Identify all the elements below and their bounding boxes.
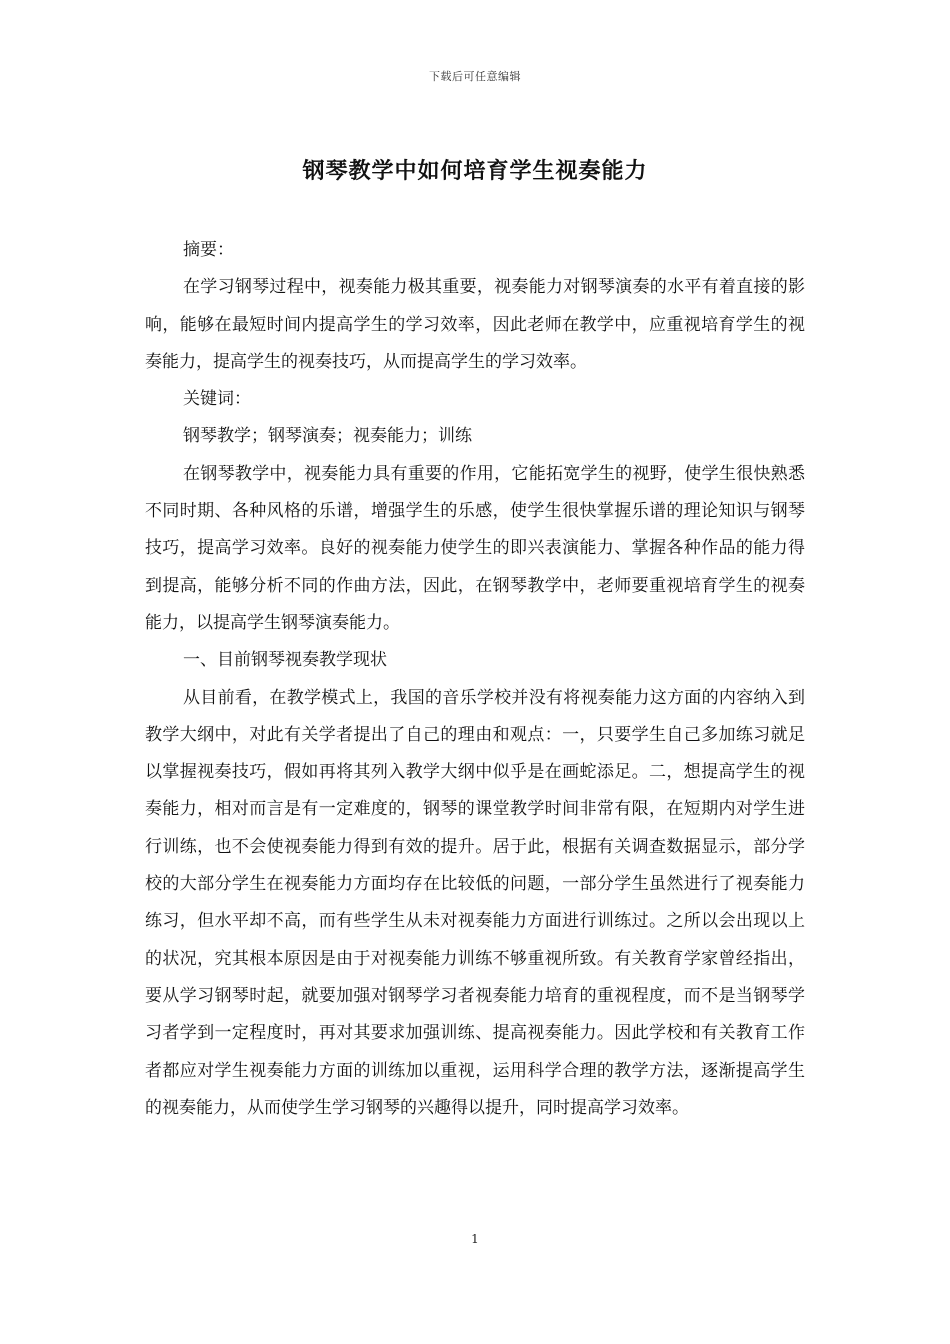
section-heading: 一、目前钢琴视奏教学现状	[183, 650, 387, 671]
document-body	[145, 232, 805, 1127]
intro-paragraph: 在钢琴教学中，视奏能力具有重要的作用，它能拓宽学生的视野，使学生很快熟悉不同时期、各种风格的乐谱，增强学生的乐感，使学生很快掌握乐谱的理论知识与钢琴技巧，提高学习效率。良好的视奏能力使学生的即兴表演能力、掌握各种作品的能力得到提高，能够分析不同的作曲方法，因此，在钢琴教学中，老师要重视培育学生的视奏能力，以提高学生钢琴演奏能力。	[145, 463, 805, 633]
abstract-label: 摘要：	[183, 240, 234, 260]
page-header: 下载后可任意编辑	[429, 70, 521, 83]
keywords-paragraph: 钢琴教学；钢琴演奏；视奏能力；训练	[183, 426, 472, 447]
keywords-label: 关键词：	[183, 389, 251, 410]
page-number: 1	[471, 1232, 479, 1246]
section-paragraph: 从目前看，在教学模式上，我国的音乐学校并没有将视奏能力这方面的内容纳入到教学大纲中，对此有关学者提出了自己的理由和观点：一，只要学生自己多加练习就足以掌握视奏技巧，假如再将其列入教学大纲中似乎是在画蛇添足。二，想提高学生的视奏能力，相对而言是有一定难度的，钢琴的课堂教学时间非常有限，在短期内对学生进行训练，也不会使视奏能力得到有效的提升。居于此，根据有关调查数据显示，部分学校的大部分学生在视奏能力方面均存在比较低的问题，一部分学生虽然进行了视奏能力练习，但水平却不高，而有些学生从未对视奏能力方面进行训练过。之所以会出现以上的状况，究其根本原因是由于对视奏能力训练不够重视所致。有关教育学家曾经指出，要从学习钢琴时起，就要加强对钢琴学习者视奏能力培育的重视程度，而不是当钢琴学习者学到一定程度时，再对其要求加强训练、提高视奏能力。因此学校和有关教育工作者都应对学生视奏能力方面的训练加以重视，运用科学合理的教学方法，逐渐提高学生的视奏能力，从而使学生学习钢琴的兴趣得以提升，同时提高学习效率。	[145, 687, 805, 1118]
abstract-paragraph: 在学习钢琴过程中，视奏能力极其重要，视奏能力对钢琴演奏的水平有着直接的影响，能够在最短时间内提高学生的学习效率，因此老师在教学中，应重视培育学生的视奏能力，提高学生的视奏技巧，从而提高学生的学习效率。	[145, 277, 805, 372]
document-title: 钢琴教学中如何培育学生视奏能力	[302, 158, 648, 184]
